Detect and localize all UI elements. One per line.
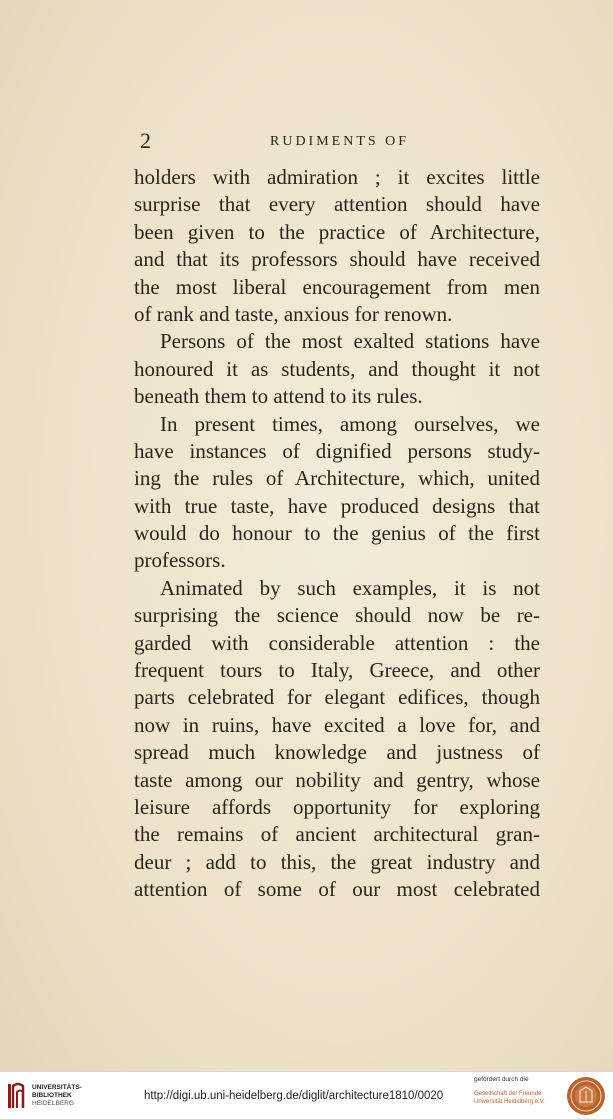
text-line: Persons of the most exalted stations have	[160, 329, 540, 354]
text-line: and that its professors should have received	[134, 247, 540, 272]
library-name-line: BIBLIOTHEK	[32, 1092, 72, 1099]
text-line: taste among our nobility and gentry, whose	[134, 767, 540, 792]
body-text	[134, 164, 540, 904]
text-line: with true taste, have produced designs that	[134, 493, 540, 518]
text-line: holders with admiration ; it excites little	[134, 165, 540, 189]
library-name-line: HEIDELBERG	[32, 1100, 74, 1107]
text-line: the remains of ancient architectural gran-	[134, 822, 540, 847]
text-line: attention of some of our most celebrated	[134, 877, 540, 902]
page-header	[140, 128, 540, 164]
text-line: ing the rules of Architecture, which, united	[134, 466, 540, 491]
society-name-line: Gesellschaft der Freunde	[474, 1091, 542, 1097]
text-line: leisure affords opportunity for exploring	[134, 794, 540, 819]
text-line: would do honour to the genius of the first	[134, 521, 540, 546]
library-logo-icon	[6, 1080, 26, 1112]
society-name-line: Universität Heidelberg e.V.	[474, 1099, 545, 1105]
text-line: professors.	[134, 548, 226, 573]
text-line: surprising the science should now be re-	[134, 603, 540, 628]
text-line: In present times, among ourselves, we	[160, 411, 540, 436]
text-line: Animated by such examples, it is not	[160, 575, 540, 600]
text-line: frequent tours to Italy, Greece, and other	[134, 658, 540, 683]
text-line: the most liberal encouragement from men	[134, 274, 540, 299]
text-line: been given to the practice of Architecture,	[134, 219, 540, 244]
society-name	[474, 1090, 545, 1106]
digitization-footer	[0, 1071, 613, 1119]
library-name	[32, 1084, 82, 1108]
permalink-url[interactable]: http://digi.ub.uni-heidelberg.de/diglit/architecture1810/0020	[144, 1090, 444, 1102]
running-head: RUDIMENTS OF	[270, 134, 410, 149]
text-line: honoured it as students, and thought it not	[134, 356, 540, 381]
text-line: deur ; add to this, the great industry and	[134, 849, 540, 874]
text-line: of rank and taste, anxious for renown.	[134, 301, 453, 326]
university-seal-icon	[566, 1076, 606, 1116]
page-number: 2	[140, 128, 151, 153]
text-line: parts celebrated for elegant edifices, though	[134, 685, 540, 710]
text-line: have instances of dignified persons study-	[134, 438, 540, 463]
funded-by-label: gefördert durch die	[474, 1076, 529, 1083]
library-name-line: UNIVERSITÄTS-	[32, 1084, 82, 1091]
text-line: beneath them to attend to its rules.	[134, 384, 423, 409]
text-line: now in ruins, have excited a love for, and	[134, 712, 540, 737]
text-line: garded with considerable attention : the	[134, 630, 540, 655]
text-line: surprise that every attention should have	[134, 192, 540, 217]
text-line: spread much knowledge and justness of	[134, 740, 540, 765]
